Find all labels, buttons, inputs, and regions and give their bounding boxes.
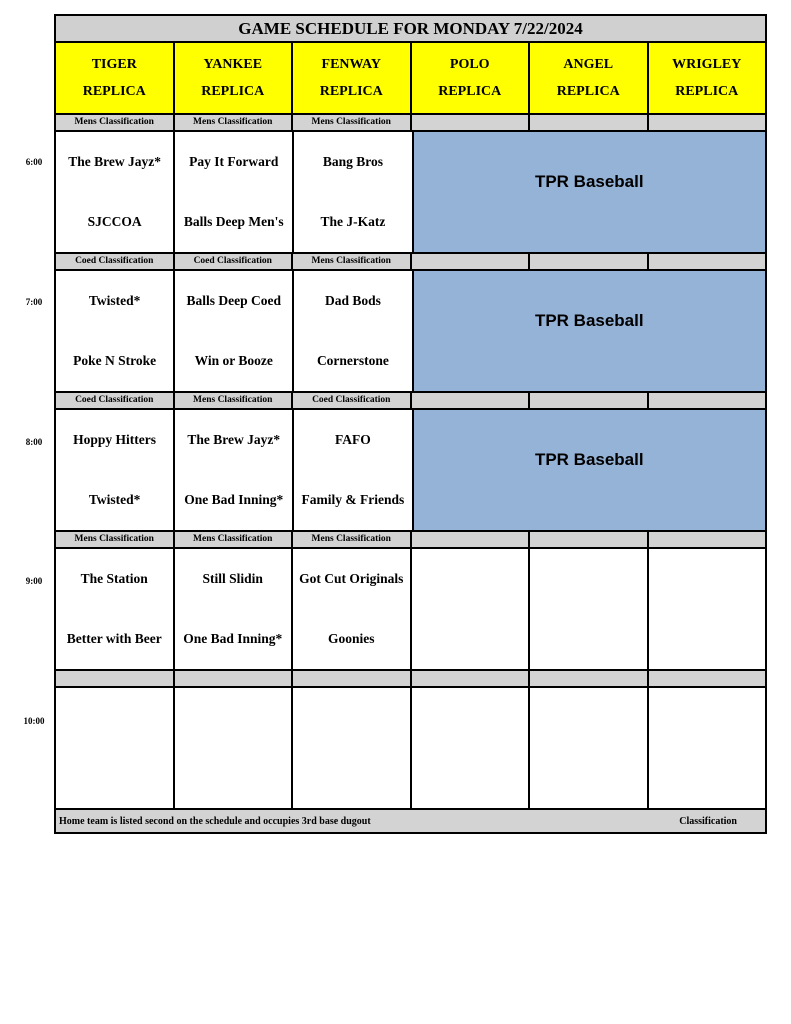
- classification-cell: [649, 393, 768, 408]
- tpr-block-label: TPR Baseball: [534, 450, 644, 469]
- away-team: [175, 688, 292, 748]
- game-cell: [649, 549, 768, 669]
- classification-cell: [530, 393, 649, 408]
- game-cell: [294, 271, 413, 391]
- classification-cell: [530, 532, 649, 547]
- away-team: Bang Bros: [322, 154, 383, 169]
- classification-cell: [530, 115, 649, 130]
- field-sub: REPLICA: [201, 84, 265, 99]
- away-team: The Station: [80, 571, 148, 586]
- game-cell: [294, 132, 413, 252]
- classification-cell: Mens Classification: [56, 532, 175, 547]
- classification-cell: Coed Classification: [293, 393, 412, 408]
- away-team: Dad Bods: [324, 293, 381, 308]
- classification-cell: [412, 532, 531, 547]
- game-cell: [175, 410, 294, 530]
- time-slot-row: [54, 132, 767, 254]
- home-team-note: Home team is listed second on the schedule and occupies 3rd base dugout: [59, 815, 371, 827]
- field-header-wrigley: [649, 43, 768, 115]
- game-cell: [56, 549, 175, 669]
- schedule-sheet: [54, 14, 767, 834]
- classification-cell: Mens Classification: [175, 393, 294, 408]
- game-cell: [293, 688, 412, 808]
- time-label: 6:00: [25, 157, 43, 167]
- time-slot-row: [54, 410, 767, 532]
- time-slot-row: [54, 271, 767, 393]
- game-cell: [56, 410, 175, 530]
- away-team: The Brew Jayz*: [68, 154, 161, 169]
- game-cell: [175, 132, 294, 252]
- home-team: Balls Deep Men's: [183, 214, 284, 229]
- tpr-block-label: TPR Baseball: [534, 311, 644, 330]
- field-header-fenway: [293, 43, 412, 115]
- classification-cell: [649, 532, 768, 547]
- game-cell: [649, 688, 768, 808]
- classification-cell: Mens Classification: [175, 115, 294, 130]
- home-team: One Bad Inning*: [184, 492, 284, 507]
- field-name: TIGER: [91, 57, 137, 72]
- field-sub: REPLICA: [438, 84, 502, 99]
- field-name: ANGEL: [563, 57, 614, 72]
- home-team: The J-Katz: [320, 214, 386, 229]
- field-header-polo: [412, 43, 531, 115]
- home-team: [175, 748, 292, 808]
- time-label: 7:00: [25, 297, 43, 307]
- game-cell: [175, 549, 294, 669]
- field-name: FENWAY: [321, 57, 381, 72]
- classification-cell: [412, 115, 531, 130]
- time-slot-row: [54, 688, 767, 810]
- field-sub: REPLICA: [556, 84, 620, 99]
- schedule-footer: [54, 810, 767, 834]
- field-name: WRIGLEY: [672, 57, 742, 72]
- classification-cell: Mens Classification: [175, 532, 294, 547]
- field-header-angel: [530, 43, 649, 115]
- field-header-tiger: [56, 43, 175, 115]
- classification-cell: Mens Classification: [293, 532, 412, 547]
- classification-cell: Mens Classification: [56, 115, 175, 130]
- classification-cell: [649, 254, 768, 269]
- classification-cell: [649, 115, 768, 130]
- game-cell: [412, 688, 531, 808]
- footer-classification-label: Classification: [679, 815, 737, 827]
- home-team: [649, 609, 766, 669]
- field-sub: REPLICA: [319, 84, 383, 99]
- home-team: Twisted*: [88, 492, 141, 507]
- game-cell: [56, 271, 175, 391]
- away-team: Balls Deep Coed: [186, 293, 281, 308]
- away-team: [649, 549, 766, 609]
- field-name: POLO: [449, 57, 490, 72]
- away-team: [293, 688, 410, 748]
- away-team: [530, 549, 647, 609]
- home-team: [649, 748, 766, 808]
- field-header-row: [54, 43, 767, 115]
- classification-row: [54, 671, 767, 688]
- home-team: Win or Booze: [194, 353, 273, 368]
- classification-cell: [56, 671, 175, 686]
- away-team: Pay It Forward: [189, 154, 279, 169]
- away-team: Twisted*: [88, 293, 141, 308]
- time-label: 8:00: [25, 437, 43, 447]
- classification-cell: Coed Classification: [56, 393, 175, 408]
- away-team: Got Cut Originals: [299, 571, 404, 586]
- away-team: The Brew Jayz*: [187, 432, 281, 447]
- game-cell: [56, 132, 175, 252]
- away-team: [56, 688, 173, 748]
- classification-cell: [530, 671, 649, 686]
- classification-cell: [412, 254, 531, 269]
- home-team: Poke N Stroke: [73, 353, 157, 368]
- classification-cell: Coed Classification: [56, 254, 175, 269]
- classification-cell: Mens Classification: [293, 254, 412, 269]
- classification-row: [54, 393, 767, 410]
- away-team: [412, 688, 529, 748]
- classification-cell: Coed Classification: [175, 254, 294, 269]
- field-name: YANKEE: [203, 57, 263, 72]
- home-team: One Bad Inning*: [183, 631, 283, 646]
- time-label: 10:00: [23, 716, 45, 726]
- classification-cell: [412, 393, 531, 408]
- classification-row: [54, 532, 767, 549]
- game-cell: [530, 688, 649, 808]
- home-team: Better with Beer: [66, 631, 162, 646]
- home-team: Cornerstone: [316, 353, 389, 368]
- game-cell: [293, 549, 412, 669]
- home-team: [293, 748, 410, 808]
- game-cell: [175, 688, 294, 808]
- classification-cell: [175, 671, 294, 686]
- game-cell: [175, 271, 294, 391]
- classification-cell: [530, 254, 649, 269]
- home-team: [56, 748, 173, 808]
- home-team: [412, 748, 529, 808]
- game-cell: [56, 688, 175, 808]
- tpr-baseball-block: [414, 132, 768, 252]
- tpr-baseball-block: [414, 410, 768, 530]
- away-team: [649, 688, 766, 748]
- game-cell: [412, 549, 531, 669]
- home-team: SJCCOA: [87, 214, 142, 229]
- game-cell: [294, 410, 413, 530]
- home-team: [530, 748, 647, 808]
- classification-cell: [649, 671, 768, 686]
- away-team: Hoppy Hitters: [73, 432, 157, 447]
- away-team: Still Slidin: [202, 571, 263, 586]
- classification-cell: [412, 671, 531, 686]
- schedule-title: GAME SCHEDULE FOR MONDAY 7/22/2024: [54, 14, 767, 43]
- classification-row: [54, 254, 767, 271]
- time-label: 9:00: [25, 576, 43, 586]
- time-slot-row: [54, 549, 767, 671]
- away-team: FAFO: [335, 432, 371, 447]
- home-team: Family & Friends: [301, 492, 405, 507]
- game-cell: [530, 549, 649, 669]
- tpr-block-label: TPR Baseball: [534, 172, 644, 191]
- away-team: [530, 688, 647, 748]
- field-sub: REPLICA: [675, 84, 739, 99]
- away-team: [412, 549, 529, 609]
- classification-cell: Mens Classification: [293, 115, 412, 130]
- home-team: [412, 609, 529, 669]
- field-header-yankee: [175, 43, 294, 115]
- classification-row: [54, 115, 767, 132]
- tpr-baseball-block: [414, 271, 768, 391]
- home-team: Goonies: [327, 631, 375, 646]
- classification-cell: [293, 671, 412, 686]
- home-team: [530, 609, 647, 669]
- field-sub: REPLICA: [82, 84, 146, 99]
